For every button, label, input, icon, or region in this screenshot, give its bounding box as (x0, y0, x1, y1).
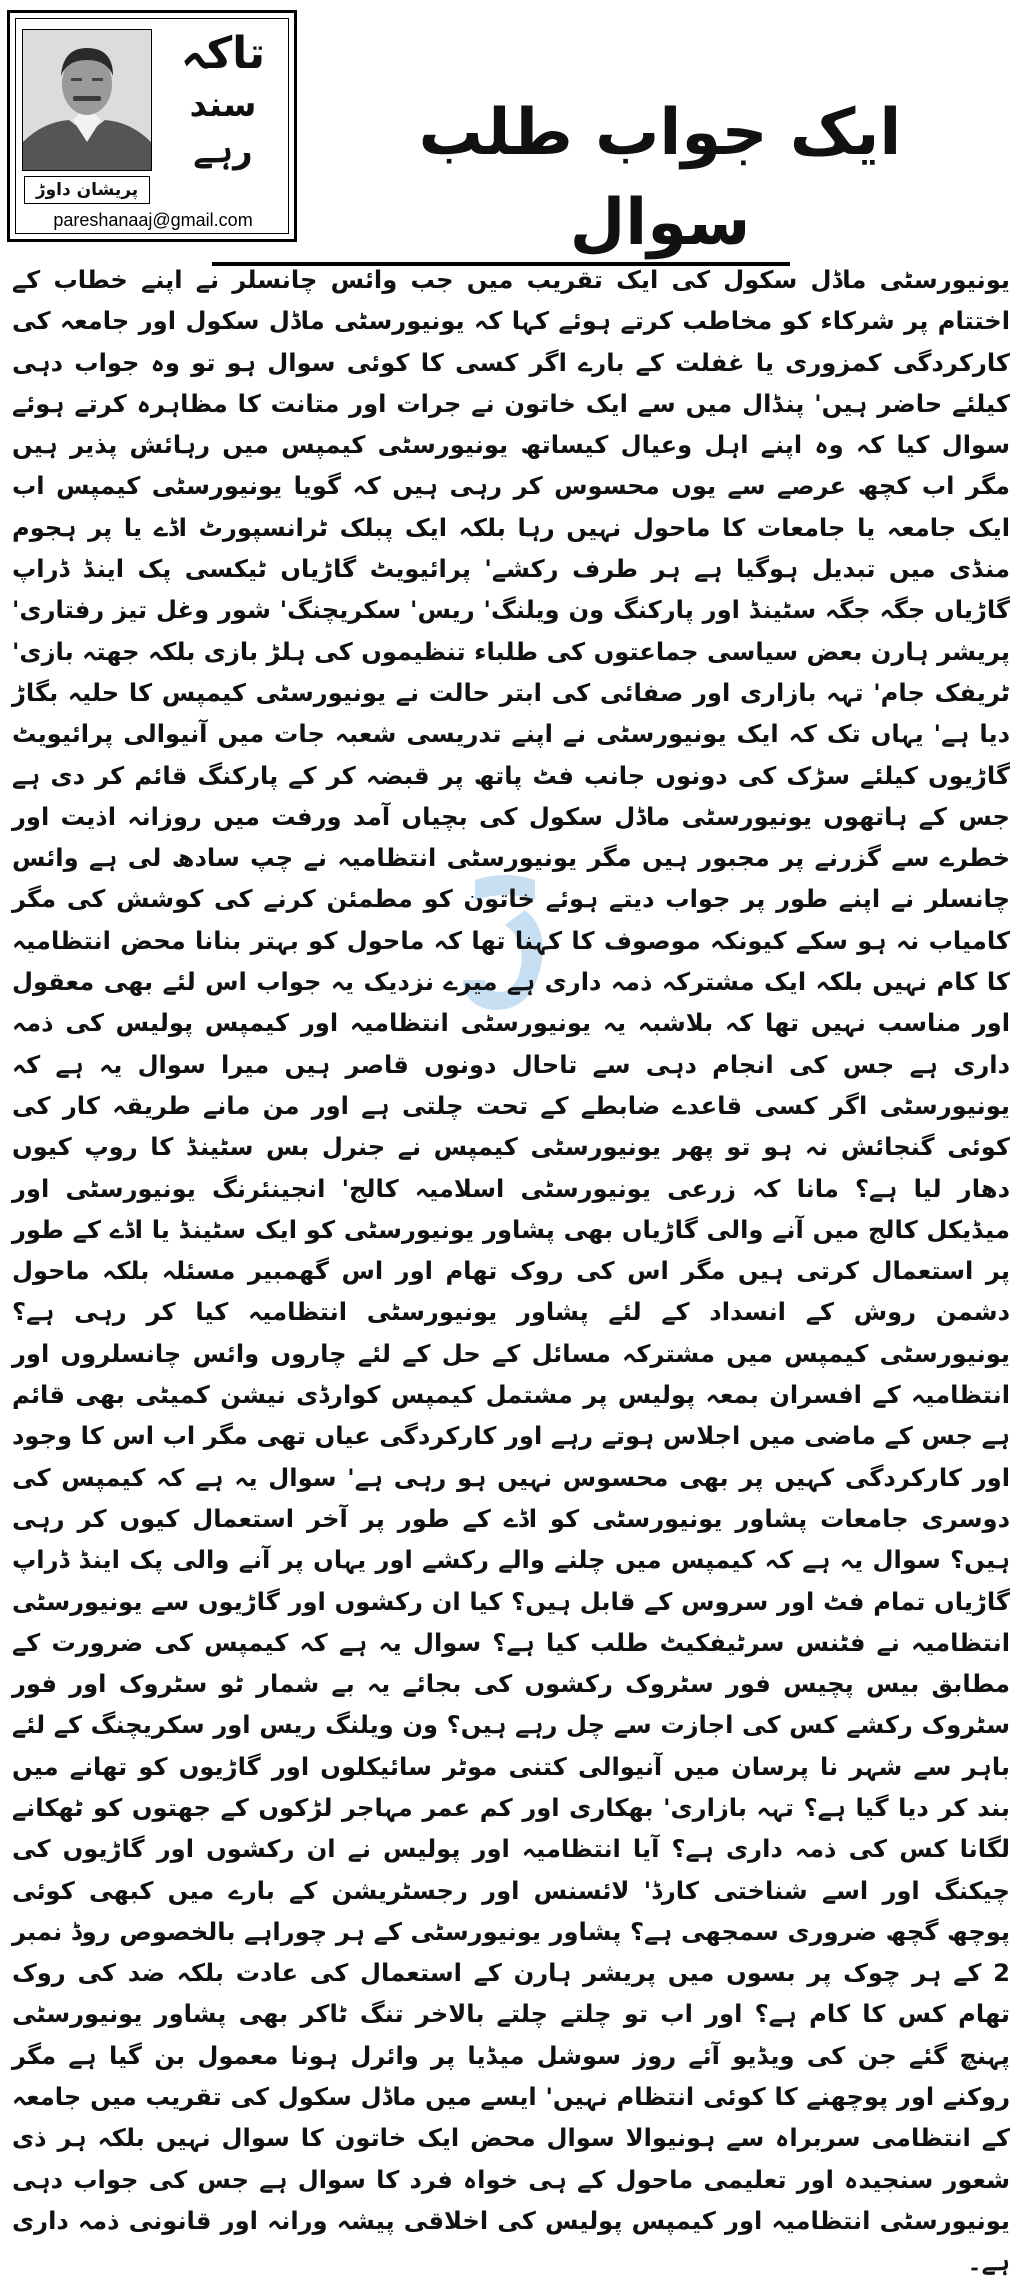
column-title-line-3: رہے (193, 131, 253, 171)
column-title (160, 27, 286, 173)
column-title-line-2: سند (189, 85, 257, 125)
author-email: pareshanaaj@gmail.com (53, 210, 253, 230)
portrait-photo-icon (23, 30, 151, 170)
article-body (12, 260, 1010, 2284)
column-title-line-1: تاکہ (180, 28, 266, 79)
article-paragraph: یونیورسٹی ماڈل سکول کی ایک تقریب میں جب وائس چانسلر نے اپنے خطاب کے اختتام پر شرکاء کو مخاطب کرتے ہوئے کہا کہ یونیورسٹی ماڈل سکول اور جامعہ کی کارکردگی کمزوری یا غفلت کے بارے اگر کسی کا کوئی سوال ہو تو وہ جواب دہی کیلئے حاضر ہیں' پنڈال میں سے ایک خاتون نے جرات اور متانت کا مظاہرہ کرتے ہوئے سوال کیا کہ وہ اپنے اہل وعیال کیساتھ یونیورسٹی کیمپس میں رہائش پذیر ہیں مگر اب کچھ عرصے سے یوں محسوس کر رہی ہیں کہ گویا یونیورسٹی کیمپس اب ایک جامعہ یا جامعات کا ماحول نہیں رہا بلکہ ایک پبلک ٹرانسپورٹ اڈے یا پر ہجوم منڈی میں تبدیل ہوگیا ہے ہر طرف رکشے' پرائیویٹ گاڑیاں ٹیکسی پک اینڈ ڈراپ گاڑیاں جگہ جگہ سٹینڈ اور پارکنگ ون ویلنگ' ریس' سکریچنگ' شور وغل تیز رفتاری' پریشر ہارن بعض سیاسی جماعتوں کی طلباء تنظیموں کی ہلڑ بازی بلکہ جھتہ بازی' ٹریفک جام' تہہ بازاری اور صفائی کی ابتر حالت نے یونیورسٹی کیمپس کا حلیہ بگاڑ دیا ہے' یہاں تک کہ ایک یونیورسٹی نے اپنے تدریسی شعبہ جات میں آنیوالی پرائیویٹ گاڑیوں کیلئے سڑک کی دونوں جانب فٹ پاتھ پر قبضہ کر کے پارکنگ قائم کر دی ہے جس کے ہاتھوں یونیورسٹی ماڈل سکول کی بچیاں آمد ورفت میں روزانہ اذیت اور خطرے سے گزرنے پر مجبور ہیں مگر یونیورسٹی انتظامیہ نے چپ سادھ لی ہے وائس چانسلر نے اپنے طور پر جواب دیتے ہوئے خاتون کو مطمئن کرنے کی کوشش کی مگر کامیاب نہ ہو سکے کیونکہ موصوف کا کہنا تھا کہ ماحول کو بہتر بنانا محض انتظامیہ کا کام نہیں بلکہ ایک مشترکہ ذمہ داری ہے میرے نزدیک یہ جواب اس لئے بھی معقول اور مناسب نہیں تھا کہ بلاشبہ یہ یونیورسٹی انتظامیہ اور کیمپس پولیس کی ذمہ داری ہے جس کی انجام دہی سے تاحال دونوں قاصر ہیں میرا سوال یہ ہے کہ یونیورسٹی اگر کسی قاعدے ضابطے کے تحت چلتی ہے اور من مانے طریقہ کار کی کوئی گنجائش نہ ہو تو پھر یونیورسٹی کیمپس نے جنرل بس سٹینڈ کا روپ کیوں دھار لیا ہے؟ مانا کہ زرعی یونیورسٹی اسلامیہ کالج' انجینئرنگ یونیورسٹی اور میڈیکل کالج میں آنے والی گاڑیاں بھی پشاور یونیورسٹی کو ایک سٹینڈ یا اڈے کے طور پر استعمال کرتی ہیں مگر اس کی روک تھام اور اس گھمبیر مسئلہ بلکہ ماحول دشمن روش کے انسداد کے لئے پشاور یونیورسٹی انتظامیہ کیا کر رہی ہے؟ یونیورسٹی کیمپس میں مشترکہ مسائل کے حل کے لئے چاروں وائس چانسلروں اور انتظامیہ کے افسران بمعہ پولیس پر مشتمل کیمپس کوارڈی نیشن کمیٹی بھی قائم ہے جس کے ماضی میں اجلاس ہوتے رہے اور کارکردگی عیاں تھی مگر اب اس کا وجود اور کارکردگی کہیں پر بھی محسوس نہیں ہو رہی ہے' سوال یہ ہے کہ کیمپس کی دوسری جامعات پشاور یونیورسٹی کو اڈے کے طور پر آخر استعمال کیوں کر رہی ہیں؟ سوال یہ ہے کہ کیمپس میں چلنے والے رکشے اور یہاں پر آنے والی پک اینڈ ڈراپ گاڑیاں تمام فٹ اور سروس کے قابل ہیں؟ کیا ان رکشوں اور گاڑیوں سے یونیورسٹی انتظامیہ نے فٹنس سرٹیفکیٹ طلب کیا ہے؟ سوال یہ ہے کہ کیمپس کی ضرورت کے مطابق بیس پچیس فور سٹروک رکشوں کی بجائے یہ بے شمار ٹو سٹروک اور فور سٹروک رکشے کس کی اجازت سے چل رہے ہیں؟ ون ویلنگ ریس اور سکریچنگ کے لئے باہر سے شہر نا پرسان میں آنیوالی کتنی موٹر سائیکلوں اور گاڑیوں کو تھانے میں بند کر دیا گیا ہے؟ تہہ بازاری' بھکاری اور کم عمر مہاجر لڑکوں کے جھتوں کو ٹھکانے لگانا کس کی ذمہ داری ہے؟ آیا انتظامیہ اور پولیس نے ان رکشوں اور گاڑیوں کی چیکنگ اور اسے شناختی کارڈ' لائسنس اور رجسٹریشن کے بارے میں کبھی کوئی پوچھ گچھ ضروری سمجھی ہے؟ پشاور یونیورسٹی کے ہر چوراہے بالخصوص روڈ نمبر 2 کے ہر چوک پر بسوں میں پریشر ہارن کے استعمال کی عادت بلکہ ضد کی روک تھام کس کا کام ہے؟ اور اب تو چلتے چلتے بالاخر تنگ ٹاکر بھی پشاور یونیورسٹی پہنچ گئے جن کی ویڈیو آئے روز سوشل میڈیا پر وائرل ہونا معمول بن گیا ہے مگر روکنے اور پوچھنے کا کوئی انتظام نہیں' ایسے میں ماڈل سکول کی تقریب میں جامعہ کے انتظامی سربراہ سے ہونیوالا سوال محض ایک خاتون کا سوال نہیں بلکہ ہر ذی شعور سنجیدہ اور تعلیمی ماحول کے ہی خواہ فرد کا سوال ہے جس کی جواب دہی یونیورسٹی انتظامیہ اور کیمپس پولیس کی اخلاقی پیشہ ورانہ اور قانونی ذمہ داری ہے۔ (12, 266, 1010, 2277)
author-photo (22, 29, 152, 171)
column-header-box (7, 10, 297, 242)
author-byline: پریشان داوڑ (24, 176, 150, 204)
article-headline: ایک جواب طلب سوال (418, 96, 902, 260)
